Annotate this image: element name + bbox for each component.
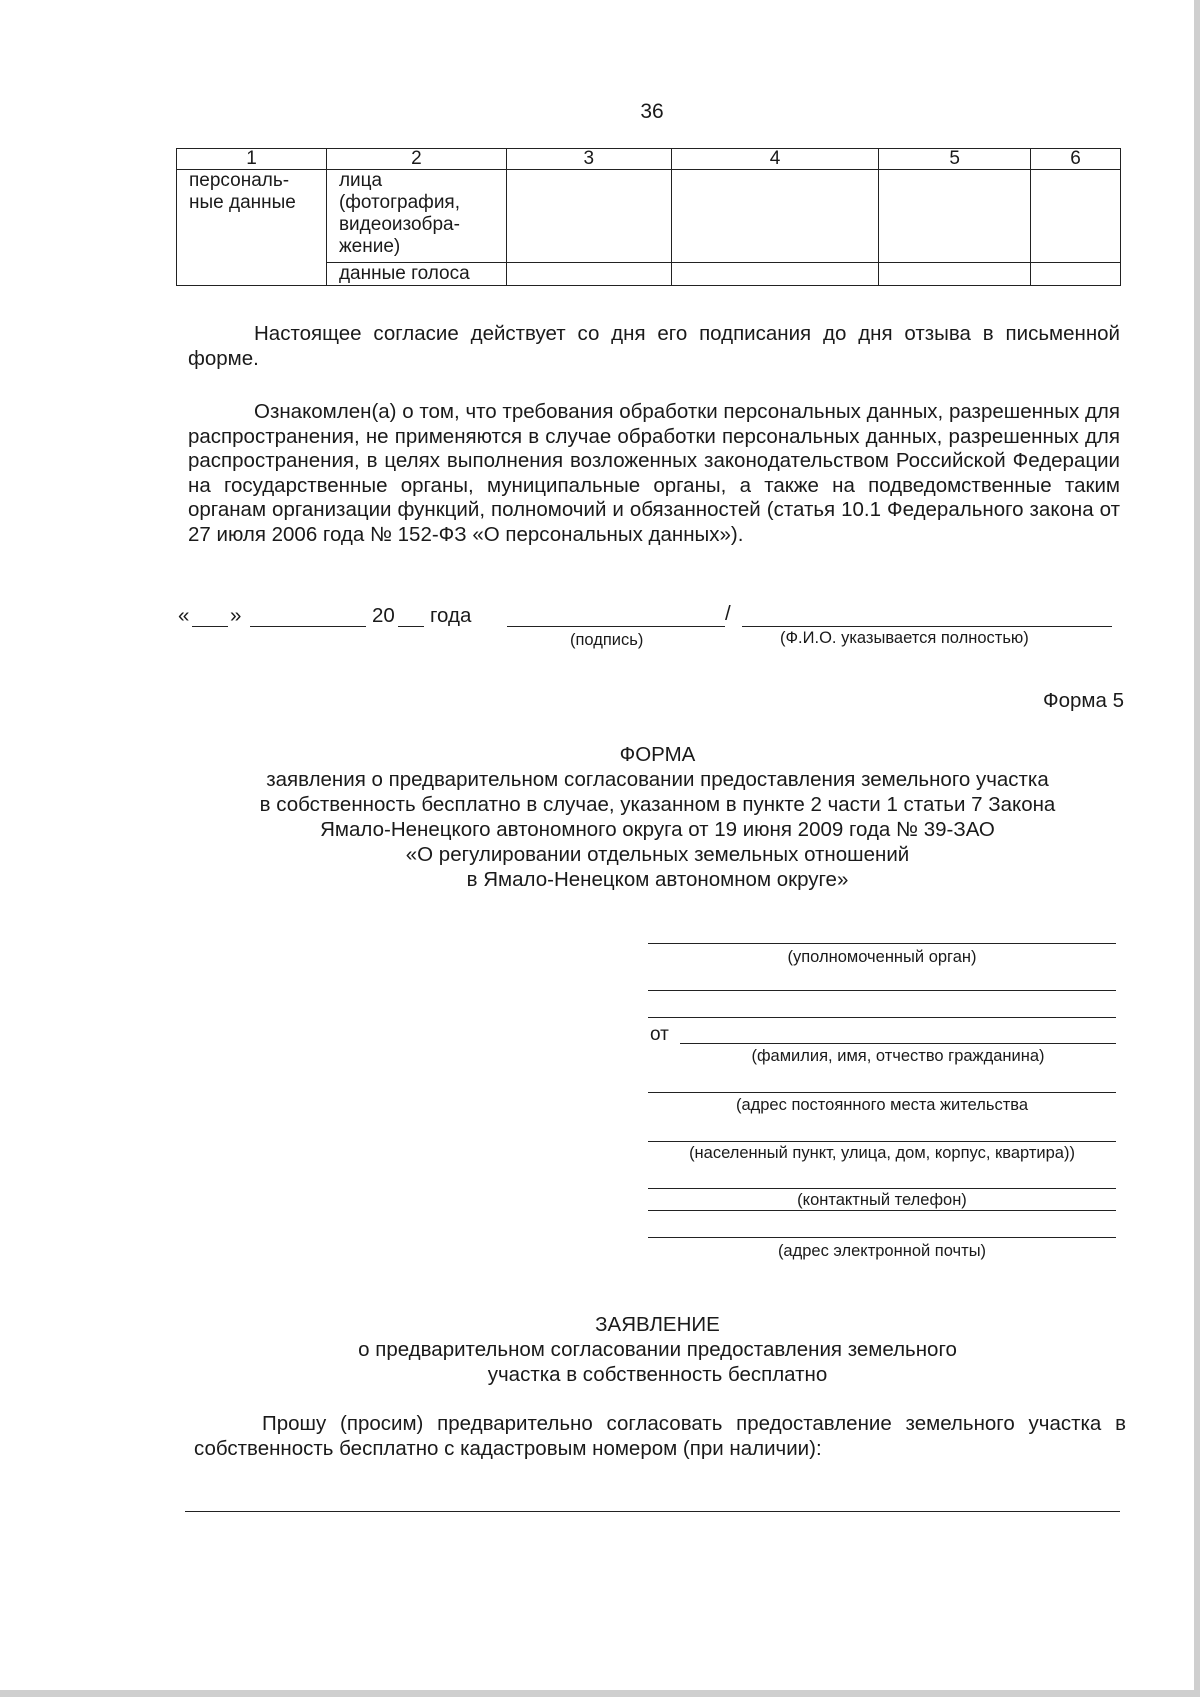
application-body: Прошу (просим) предварительно согласовать предоставление земельного участка в собственность бесплатно с кадастровым номером (при наличии):	[194, 1412, 1126, 1460]
table-cell	[506, 263, 671, 286]
table-header-cell: 2	[326, 149, 506, 170]
from-label: от	[650, 1024, 669, 1045]
consent-validity-paragraph: Настоящее согласие действует со дня его подписания до дня отзыва в письменной форме.	[188, 322, 1120, 370]
form-heading-line: в Ямало-Ненецком автономном округе»	[466, 868, 849, 891]
quote-close: »	[230, 604, 242, 627]
address-field-line	[648, 1092, 1116, 1093]
email-field-line	[648, 1237, 1116, 1238]
name-caption: (фамилия, имя, отчество гражданина)	[751, 1047, 1045, 1065]
table-cell	[506, 170, 671, 263]
table-header-cell: 3	[506, 149, 671, 170]
form-label: Форма 5	[1043, 689, 1124, 712]
phone-caption: (контактный телефон)	[797, 1191, 967, 1209]
phone-field-line	[648, 1188, 1116, 1189]
address-detail-line	[648, 1141, 1116, 1142]
page-number: 36	[640, 100, 664, 123]
table-cell-category: персональ- ные данные	[177, 170, 327, 286]
year-label: года	[430, 604, 472, 627]
form-heading-line: в собственность бесплатно в случае, указанном в пункте 2 части 1 статьи 7 Закона	[259, 793, 1056, 816]
table-cell-voice-data: данные голоса	[326, 263, 506, 286]
authority-caption: (уполномоченный орган)	[787, 948, 977, 966]
address-detail-caption: (населенный пункт, улица, дом, корпус, квартира))	[689, 1144, 1075, 1162]
application-heading	[150, 1312, 1165, 1387]
table-row	[177, 170, 1121, 263]
quote-open: «	[178, 604, 190, 627]
table-header-cell: 1	[177, 149, 327, 170]
table-header-cell: 6	[1031, 149, 1121, 170]
table-cell	[671, 263, 879, 286]
signature-blank	[507, 626, 725, 627]
form-heading-line: «О регулировании отдельных земельных отношений	[405, 843, 910, 866]
month-blank	[250, 626, 366, 627]
cadastral-number-line	[185, 1511, 1120, 1512]
acknowledgment-paragraph: Ознакомлен(а) о том, что требования обработки персональных данных, разрешенных для распространения, не применяются в случае обработки персональных данных, разрешенных для распространения, в целях выполнения возложенных законодательством Российской Федерации на государственные органы, муниципальные органы, а также на подведомственные таким органам организации функций, полномочий и обязанностей (статья 10.1 Федерального закона от 27 июля 2006 года № 152-ФЗ «О персональных данных»).	[188, 400, 1120, 546]
fullname-blank	[742, 626, 1112, 627]
applicant-name-line	[680, 1043, 1116, 1044]
table-cell	[879, 263, 1031, 286]
authority-field-line	[648, 943, 1116, 944]
table-cell	[1031, 263, 1121, 286]
table-header-cell: 5	[879, 149, 1031, 170]
form-heading-title: ФОРМА	[619, 743, 696, 766]
authority-field-line-2	[648, 990, 1116, 991]
year-blank	[398, 626, 424, 627]
day-blank	[192, 626, 228, 627]
form-heading-line: Ямало-Ненецкого автономного округа от 19 июня 2009 года № 39-ЗАО	[320, 818, 995, 841]
email-caption: (адрес электронной почты)	[777, 1242, 987, 1260]
fullname-caption: (Ф.И.О. указывается полностью)	[780, 629, 1029, 647]
application-subtitle: о предварительном согласовании предоставления земельного	[358, 1338, 957, 1361]
table-header-cell: 4	[671, 149, 879, 170]
phone-underline	[648, 1210, 1116, 1211]
applicant-field-line	[648, 1017, 1116, 1018]
signature-caption: (подпись)	[570, 631, 644, 649]
personal-data-table	[176, 148, 1121, 286]
form-heading	[150, 742, 1165, 892]
table-cell	[671, 170, 879, 263]
table-cell	[1031, 170, 1121, 263]
year-prefix: 20	[372, 604, 395, 627]
table-cell-image-data: лица (фотография, видеоизобра- жение)	[326, 170, 506, 263]
table-cell	[879, 170, 1031, 263]
slash: /	[725, 602, 731, 625]
address-caption: (адрес постоянного места жительства	[735, 1096, 1029, 1114]
application-title: ЗАЯВЛЕНИЕ	[595, 1313, 720, 1336]
application-subtitle: участка в собственность бесплатно	[487, 1363, 828, 1386]
form-heading-line: заявления о предварительном согласовании предоставления земельного участка	[266, 768, 1049, 791]
table-header-row	[177, 149, 1121, 170]
